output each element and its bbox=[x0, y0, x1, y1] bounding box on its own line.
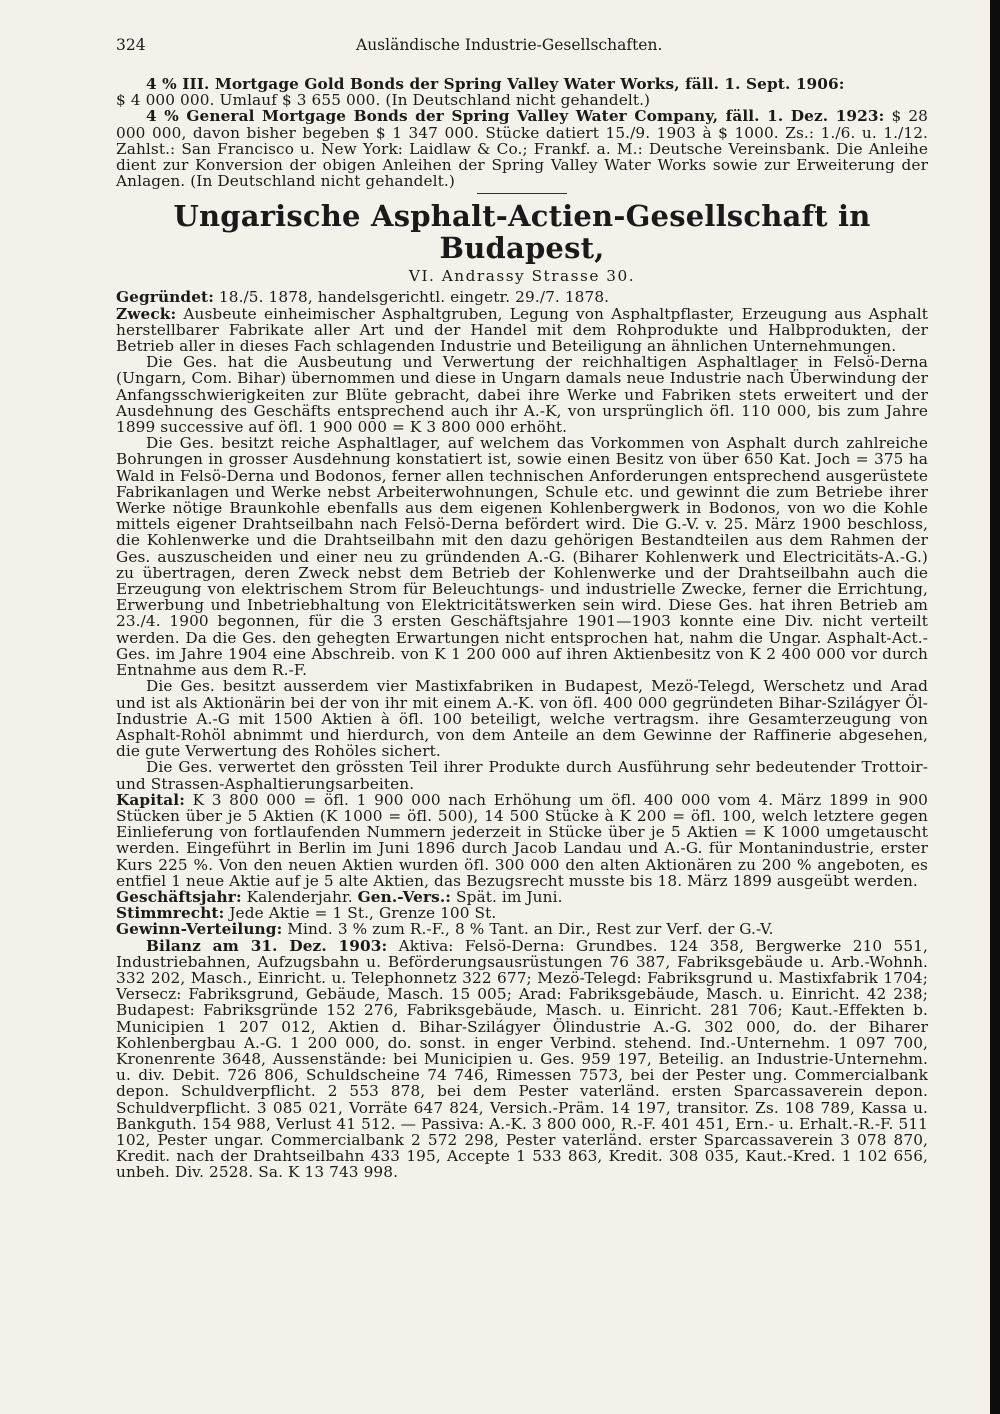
geschaeftsjahr-label: Geschäftsjahr: bbox=[116, 887, 242, 906]
zweck-paragraph-4: Die Ges. besitzt ausserdem vier Mastixfabriken in Budapest, Mezö-Telegd, Werschetz und Arad und ist als Aktionärin bei der von ihr mit einem A.-K. von öfl. 400 000 gegründeten Bihar-Szilágyer Öl-Industrie A.-G mit 1500 Aktien à öfl. 100 beteiligt, welche vertragsm. ihre Gesamterzeugung von Asphalt-Rohöl abnimmt und hierdurch, von dem Anteile an dem Gewinne der Raffinerie abgesehen, die gute Verwertung des Rohöles sichert. bbox=[116, 677, 928, 761]
stimmrecht-entry bbox=[116, 905, 928, 921]
zweck-paragraph-3: Die Ges. besitzt reiche Asphaltlager, auf welchem das Vorkommen von Asphalt durch zahlreiche Bohrungen in grosser Ausdehnung konstatiert ist, sowie einen Besitz von über 650 Kat. Joch = 375 ha Wald in Felsö-Derna und Bodonos, ferner allen technischen Anforderungen entsprechend ausgerüstete Fabrikanlagen und Werke nebst Arbeiterwohnungen, Schule etc. und gewinnt die zum Betriebe ihrer Werke nötige Braunkohle ebenfalls aus dem eigenen Kohlenbergwerk in Bodonos, von wo die Kohle mittels eigener Drahtseilbahn nach Felsö-Derna befördert wird. Die G.-V. v. 25. März 1900 beschloss, die Kohlenwerke und die Drahtseilbahn mit den dazu gehörigen Bestandteilen aus dem Rahmen der Ges. auszuscheiden und einer neu zu gründenden A.-G. (Biharer Kohlenwerk und Electricitäts-A.-G.) zu übertragen, deren Zweck nebst dem Betrieb der Kohlenwerke und der Drahtseilbahn auch die Erzeugung von elektrischem Strom für Beleuchtungs- und industrielle Zwecke, ferner die Errichtung, Erwerbung und Inbetriebhaltung von Elektricitätswerken sein wird. Diese Ges. hat ihren Betrieb am 23./4. 1900 begonnen, für die 3 ersten Geschäftsjahre 1901—1903 konnte eine Div. nicht verteilt werden. Da die Ges. den gehegten Erwartungen nicht entsprochen hat, nahm die Ungar. Asphalt-Act.-Ges. im Jahre 1904 eine Abschreib. von K 1 200 000 auf ihren Aktienbesitz von K 2 400 000 vor durch Entnahme aus dem R.-F. bbox=[116, 434, 928, 680]
running-title: Ausländische Industrie-Gesellschaften. bbox=[356, 36, 663, 54]
stimmrecht-label: Stimmrecht: bbox=[116, 904, 225, 923]
gen-vers-text: Spät. im Juni. bbox=[456, 887, 563, 906]
gewinn-text: Mind. 3 % zum R.-F., 8 % Tant. an Dir., Rest zur Verf. der G.-V. bbox=[287, 920, 774, 939]
bilanz-label: Bilanz am 31. Dez. 1903: bbox=[146, 936, 388, 955]
bond-1-heading: 4 % III. Mortgage Gold Bonds der Spring Valley Water Works, fäll. 1. Sept. 1906: bbox=[146, 75, 845, 93]
zweck-paragraph-5: Die Ges. verwertet den grössten Teil ihrer Produkte durch Ausführung sehr bedeutender Trottoir- und Strassen-Asphaltierungsarbeiten. bbox=[116, 758, 928, 793]
bond-paragraph-1 bbox=[116, 76, 928, 108]
bond-2-heading: 4 % General Mortgage Bonds der Spring Valley Water Company, fäll. 1. Dez. 1923: bbox=[146, 107, 885, 126]
zweck-paragraph-2: Die Ges. hat die Ausbeutung und Verwertung der reichhaltigen Asphaltlager in Felsö-Derna (Ungarn, Com. Bihar) übernommen und diese in Ungarn damals neue Industrie nach Überwindung der Anfangsschwierigkeiten zur Blüte gebracht, dabei ihre Werke und Fabriken stets erweitert und der Ausdehnung des Geschäfts entsprechend auch ihr A.-K, von ursprünglich öfl. 110 000, bis zum Jahre 1899 successive auf öfl. 1 900 000 = K 3 800 000 erhöht. bbox=[116, 353, 928, 437]
gegruendet-text: 18./5. 1878, handelsgerichtl. eingetr. 29./7. 1878. bbox=[218, 288, 610, 307]
zweck-entry bbox=[116, 306, 928, 355]
company-address: VI. Andrassy Strasse 30. bbox=[408, 267, 636, 286]
bond-paragraph-2 bbox=[116, 108, 928, 189]
stimmrecht-text: Jede Aktie = 1 St., Grenze 100 St. bbox=[229, 904, 497, 923]
page-header bbox=[116, 36, 928, 54]
page-number: 324 bbox=[116, 36, 146, 54]
gewinn-entry bbox=[116, 921, 928, 937]
bilanz-text: Aktiva: Felsö-Derna: Grundbes. 124 358, Bergwerke 210 551, Industriebahnen, Aufzugsbahn u. Beförderungsausrüstungen 76 387, Fabriksgebäude u. Arb.-Wohnh. 332 202, Masch., Einricht. u. Telephonnetz 322 677; Mezö-Telegd: Fabriksgrund u. Mastixfabrik 1704; Versecz: Fabriksgrund, Gebäude, Masch. 15 005; Arad: Fabriksgebäude, Masch. u. Einricht. 42 238; Budapest: Fabriksgründe 152 276, Fabriksgebäude, Masch. u. Einricht. 281 706; Kaut.-Effekten b. Municipien 1 207 012, Aktien d. Bihar-Szilágyer Ölindustrie A.-G. 302 000, do. der Biharer Kohlenbergbau A.-G. 1 200 000, do. sonst. in enger Verbind. stehend. Ind.-Unternehm. 1 097 700, Kronenrente 3648, Aussenstände: bei Municipien u. Ges. 959 197, Beteilig. an Industrie-Unternehm. u. div. Debit. 726 806, Schuldscheine 74 746, Rimessen 7573, bei der Pester ung. Commercialbank depon. Schuldverpflicht. 2 553 878, bei dem Pester vaterländ. ersten Sparcassaverein depon. Schuldverpflicht. 3 085 021, Vorräte 647 824, Versich.-Präm. 14 197, transitor. Zs. 108 789, Kassa u. Bankguth. 154 988, Verlust 41 512. — Passiva: A.-K. 3 800 000, R.-F. 401 451, Ern.- u. Erhalt.-R.-F. 511 102, Pester ungar. Commercialbank 2 572 298, Pester vaterländ. erster Sparcassaverein 3 078 870, Kredit. nach der Drahtseilbahn 433 195, Accepte 1 533 863, Kredit. 308 035, Kaut.-Kred. 1 102 656, unbeh. Div. 2528. Sa. K 13 743 998. bbox=[116, 936, 929, 1182]
zweck-label: Zweck: bbox=[116, 304, 177, 323]
geschaeftsjahr-entry bbox=[116, 889, 928, 905]
geschaeftsjahr-text: Kalenderjahr. bbox=[246, 887, 353, 906]
bond-2-text: $ 28 000 000, davon bisher begeben $ 1 347 000. Stücke datiert 15./9. 1903 à $ 1000. Zs.: 1./6. u. 1./12. Zahlst.: San Francisco u. New York: Laidlaw & Co.; Frankf. a. M.: Deutsche Vereinsbank. Die Anleihe dient zur Konversion der obigen Anleihen der Spring Valley Water Works sowie zur Erweiterung der Anlagen. (In Deutschland nicht gehandelt.) bbox=[116, 107, 929, 191]
kapital-entry bbox=[116, 792, 928, 889]
gegruendet-label: Gegründet: bbox=[116, 288, 214, 307]
separator-rule bbox=[477, 193, 567, 194]
zweck-text: Ausbeute einheimischer Asphaltgruben, Legung von Asphaltpflaster, Erzeugung aus Asphalt herstellbarer Fabrikate aller Art und der Handel mit dem Rohprodukte und Halbprodukten, der Betrieb aller in dieses Fach schlagenden Industrie und Beteiligung an ähnlichen Unternehmungen. bbox=[116, 304, 928, 356]
company-title: Ungarische Asphalt-Actien-Gesellschaft in Budapest, bbox=[173, 199, 871, 266]
scan-edge bbox=[990, 0, 1000, 1414]
gen-vers-label: Gen.-Vers.: bbox=[357, 887, 452, 906]
bilanz-entry bbox=[116, 938, 928, 1181]
gegruendet-entry bbox=[116, 289, 928, 305]
kapital-label: Kapital: bbox=[116, 790, 185, 809]
gewinn-label: Gewinn-Verteilung: bbox=[116, 920, 283, 939]
kapital-text: K 3 800 000 = öfl. 1 900 000 nach Erhöhung um öfl. 400 000 vom 4. März 1899 in 900 Stücken über je 5 Aktien (K 1000 = öfl. 500), 14 500 Stücke à K 200 = öfl. 100, welch letztere gegen Einlieferung von fortlaufenden Nummern jederzeit in Stücke über je 5 Aktien = K 1000 umgetauscht werden. Eingeführt in Berlin im Juni 1896 durch Jacob Landau und A.-G. für Montanindustrie, erster Kurs 225 %. Von den neuen Aktien wurden öfl. 300 000 den alten Aktionären zu 200 % angeboten, es entfiel 1 neue Aktie auf je 5 alte Aktien, das Bezugsrecht musste bis 18. März 1899 ausgeübt werden. bbox=[116, 790, 928, 890]
bond-1-text: $ 4 000 000. Umlauf $ 3 655 000. (In Deutschland nicht gehandelt.) bbox=[116, 91, 651, 110]
